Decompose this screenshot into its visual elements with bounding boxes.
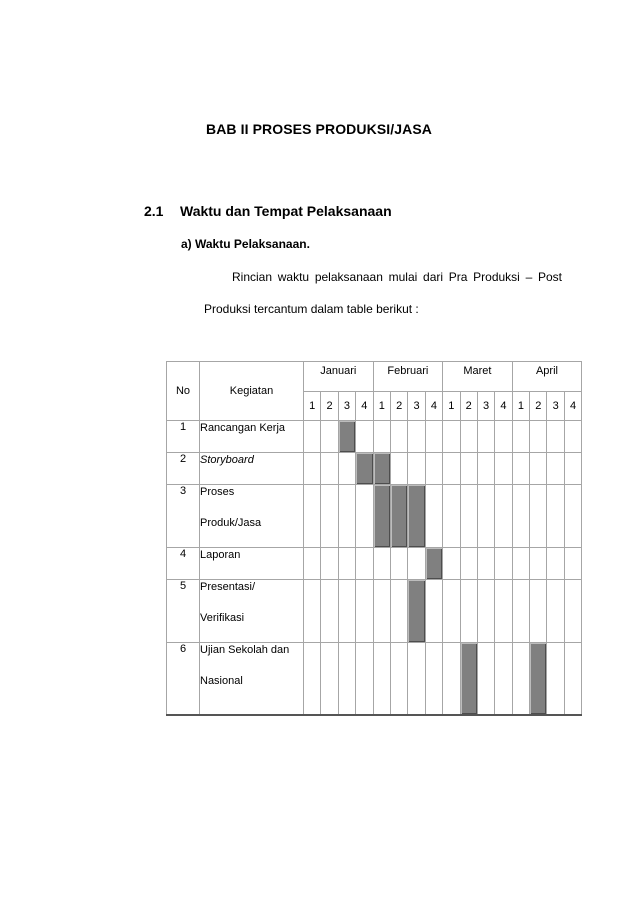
- week-header: 1: [443, 392, 460, 421]
- schedule-cell: [477, 453, 494, 485]
- schedule-cell: [338, 643, 355, 715]
- schedule-cell-active: [373, 453, 390, 485]
- schedule-cell: [425, 421, 442, 453]
- schedule-cell: [547, 421, 564, 453]
- activity-label: Presentasi/: [200, 581, 256, 593]
- schedule-cell: [321, 643, 338, 715]
- row-number: 2: [167, 453, 200, 485]
- table-row: [167, 485, 582, 548]
- schedule-cell: [495, 548, 512, 580]
- schedule-cell: [356, 485, 373, 548]
- week-header: 3: [547, 392, 564, 421]
- activity-label: Rancangan Kerja: [200, 422, 286, 434]
- schedule-cell: [547, 485, 564, 548]
- schedule-cell: [460, 421, 477, 453]
- row-number: 1: [167, 421, 200, 453]
- activity-label: Verifikasi: [200, 612, 245, 624]
- table-header-months: [167, 362, 582, 392]
- schedule-cell: [495, 421, 512, 453]
- schedule-cell: [495, 453, 512, 485]
- month-header: Januari: [304, 362, 374, 392]
- week-header: 2: [390, 392, 407, 421]
- schedule-cell-active: [390, 485, 407, 548]
- schedule-cell: [390, 421, 407, 453]
- month-header: Februari: [373, 362, 443, 392]
- schedule-cell: [547, 643, 564, 715]
- schedule-cell: [356, 643, 373, 715]
- row-number: 6: [167, 643, 200, 715]
- schedule-cell: [564, 421, 581, 453]
- schedule-cell: [338, 580, 355, 643]
- schedule-cell: [477, 548, 494, 580]
- schedule-cell: [425, 643, 442, 715]
- activity-cell: [200, 453, 304, 485]
- paragraph-word: Rincian: [232, 270, 273, 284]
- schedule-cell-active: [356, 453, 373, 485]
- schedule-cell: [443, 643, 460, 715]
- schedule-cell: [321, 453, 338, 485]
- schedule-cell: [356, 548, 373, 580]
- schedule-cell: [477, 485, 494, 548]
- schedule-cell: [495, 580, 512, 643]
- schedule-cell: [338, 485, 355, 548]
- schedule-cell: [390, 548, 407, 580]
- schedule-cell: [495, 485, 512, 548]
- schedule-cell: [373, 548, 390, 580]
- schedule-cell: [356, 580, 373, 643]
- schedule-cell: [477, 421, 494, 453]
- row-number: 5: [167, 580, 200, 643]
- schedule-cell: [321, 485, 338, 548]
- paragraph-word: dari: [423, 270, 444, 284]
- schedule-cell: [408, 548, 425, 580]
- paragraph-word: Produksi: [473, 270, 520, 284]
- header-no: No: [167, 362, 200, 421]
- section-heading: [144, 203, 392, 219]
- schedule-cell: [460, 580, 477, 643]
- schedule-cell: [477, 643, 494, 715]
- schedule-cell: [443, 548, 460, 580]
- schedule-cell: [304, 580, 321, 643]
- table-row: [167, 548, 582, 580]
- schedule-cell: [356, 421, 373, 453]
- schedule-cell: [547, 453, 564, 485]
- week-header: 2: [460, 392, 477, 421]
- paragraph-word: Pra: [448, 270, 468, 284]
- schedule-cell: [425, 453, 442, 485]
- schedule-cell: [390, 580, 407, 643]
- week-header: 3: [477, 392, 494, 421]
- schedule-cell: [304, 548, 321, 580]
- schedule-cell: [564, 548, 581, 580]
- schedule-cell: [321, 421, 338, 453]
- activity-cell: [200, 643, 304, 715]
- activity-label: Ujian Sekolah dan: [200, 644, 290, 656]
- activity-label: Proses: [200, 486, 235, 498]
- schedule-cell: [530, 453, 547, 485]
- schedule-cell-active: [530, 643, 547, 715]
- schedule-cell: [390, 453, 407, 485]
- schedule-cell: [373, 421, 390, 453]
- activity-cell: [200, 580, 304, 643]
- activity-label: Produk/Jasa: [200, 517, 262, 529]
- schedule-cell: [564, 643, 581, 715]
- activity-label: Nasional: [200, 675, 243, 687]
- week-header: 2: [530, 392, 547, 421]
- table-row: [167, 643, 582, 715]
- week-header: 4: [425, 392, 442, 421]
- paragraph-word: Post: [537, 270, 562, 284]
- schedule-cell: [425, 580, 442, 643]
- schedule-cell: [564, 453, 581, 485]
- schedule-cell: [338, 453, 355, 485]
- schedule-cell: [530, 548, 547, 580]
- schedule-table: [166, 361, 582, 716]
- paragraph-word: –: [525, 270, 533, 284]
- schedule-cell: [512, 580, 529, 643]
- schedule-cell: [512, 643, 529, 715]
- schedule-cell: [321, 548, 338, 580]
- row-number: 3: [167, 485, 200, 548]
- schedule-cell: [304, 643, 321, 715]
- schedule-cell: [443, 421, 460, 453]
- schedule-cell: [512, 453, 529, 485]
- schedule-cell: [408, 421, 425, 453]
- schedule-cell: [304, 453, 321, 485]
- week-header: 4: [356, 392, 373, 421]
- schedule-cell: [338, 548, 355, 580]
- schedule-cell: [373, 580, 390, 643]
- week-header: 4: [495, 392, 512, 421]
- page-heading: BAB II PROSES PRODUKSI/JASA: [206, 121, 432, 137]
- schedule-cell: [460, 453, 477, 485]
- schedule-cell: [443, 485, 460, 548]
- month-header: April: [512, 362, 582, 392]
- schedule-cell: [390, 643, 407, 715]
- activity-cell: [200, 421, 304, 453]
- schedule-cell: [373, 643, 390, 715]
- activity-label: Laporan: [200, 549, 241, 561]
- schedule-cell: [460, 548, 477, 580]
- schedule-cell: [443, 580, 460, 643]
- schedule-cell-active: [425, 548, 442, 580]
- schedule-cell-active: [373, 485, 390, 548]
- schedule-cell: [477, 580, 494, 643]
- paragraph-line-1: [232, 270, 562, 284]
- month-header: Maret: [443, 362, 513, 392]
- schedule-cell: [304, 421, 321, 453]
- schedule-cell-active: [460, 643, 477, 715]
- schedule-cell: [425, 485, 442, 548]
- table-row: [167, 421, 582, 453]
- paragraph-word: mulai: [388, 270, 418, 284]
- week-header: 4: [564, 392, 581, 421]
- schedule-cell: [547, 580, 564, 643]
- schedule-cell: [321, 580, 338, 643]
- schedule-cell: [547, 548, 564, 580]
- week-header: 1: [304, 392, 321, 421]
- table-row: [167, 580, 582, 643]
- subsection-heading: a) Waktu Pelaksanaan.: [181, 237, 310, 251]
- row-number: 4: [167, 548, 200, 580]
- paragraph-word: waktu: [277, 270, 310, 284]
- schedule-cell: [512, 485, 529, 548]
- week-header: 3: [338, 392, 355, 421]
- schedule-cell: [512, 421, 529, 453]
- schedule-cell: [530, 421, 547, 453]
- schedule-cell-active: [408, 580, 425, 643]
- schedule-cell: [408, 453, 425, 485]
- schedule-cell: [408, 643, 425, 715]
- schedule-cell: [530, 485, 547, 548]
- schedule-cell: [564, 580, 581, 643]
- schedule-cell: [460, 485, 477, 548]
- schedule-cell: [512, 548, 529, 580]
- section-title: Waktu dan Tempat Pelaksanaan: [180, 203, 392, 219]
- week-header: 3: [408, 392, 425, 421]
- activity-cell: [200, 485, 304, 548]
- activity-cell: [200, 548, 304, 580]
- header-activity: Kegiatan: [200, 362, 304, 421]
- paragraph-line-2: Produksi tercantum dalam table berikut :: [204, 302, 419, 316]
- week-header: 1: [373, 392, 390, 421]
- schedule-cell: [564, 485, 581, 548]
- paragraph-word: pelaksanaan: [314, 270, 383, 284]
- table-row: [167, 453, 582, 485]
- schedule-cell: [304, 485, 321, 548]
- activity-label: Storyboard: [200, 454, 254, 466]
- week-header: 1: [512, 392, 529, 421]
- schedule-cell-active: [338, 421, 355, 453]
- schedule-cell: [443, 453, 460, 485]
- section-number: 2.1: [144, 203, 164, 219]
- schedule-cell-active: [408, 485, 425, 548]
- week-header: 2: [321, 392, 338, 421]
- schedule-cell: [495, 643, 512, 715]
- schedule-cell: [530, 580, 547, 643]
